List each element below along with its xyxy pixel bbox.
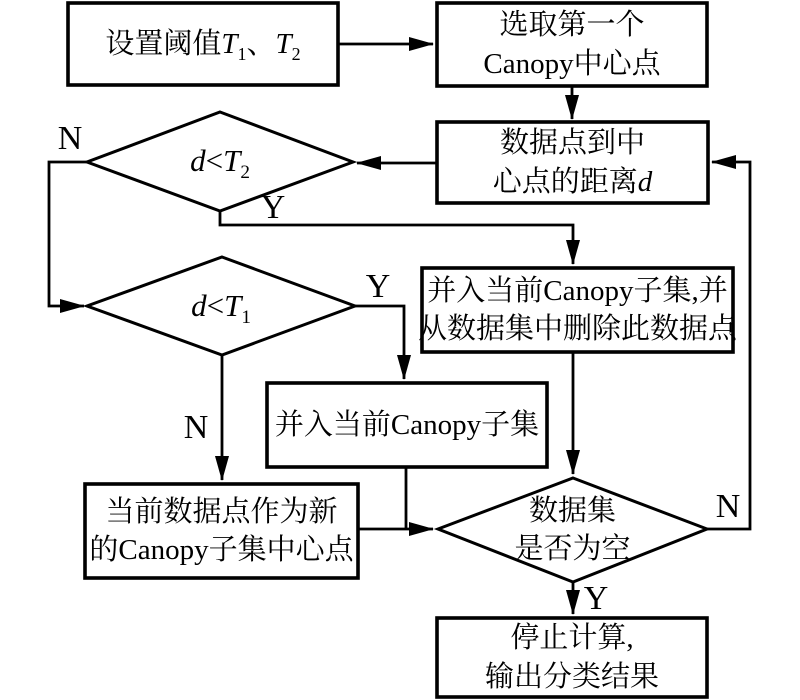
node-select-first-label: 选取第一个 Canopy中心点 <box>483 9 661 80</box>
node-new-center-label: 当前数据点作为新 的Canopy子集中心点 <box>89 495 354 566</box>
distance-var: d <box>637 165 653 198</box>
threshold-var-1: T <box>221 27 238 60</box>
node-cond-t2-label: $d<T_2$ <box>190 143 250 184</box>
node-set-threshold-label <box>68 3 338 85</box>
edge-cond-t2-no <box>49 162 87 306</box>
node-cond-t1-label: $d<T_1$ <box>191 287 251 328</box>
threshold-var-2: T <box>275 27 292 60</box>
edge-cond-t1-yes <box>355 306 404 379</box>
edge-label-t2-no: N <box>57 120 83 157</box>
node-stop-label: 停止计算, 输出分类结果 <box>484 622 659 693</box>
edge-label-t2-yes: Y <box>260 189 286 226</box>
node-empty-check-label: 数据集 是否为空 <box>514 494 631 565</box>
threshold-sub-1: 1 <box>237 43 247 64</box>
node-merge-delete-label: 并入当前Canopy子集,并 从数据集中删除此数据点 <box>418 274 738 345</box>
node-merge-label: 并入当前Canopy子集 <box>274 408 540 441</box>
edge-label-t1-yes: Y <box>365 268 391 305</box>
edge-label-empty-yes: Y <box>583 580 609 617</box>
threshold-sub-2: 2 <box>291 43 301 64</box>
edge-label-t1-no: N <box>183 409 209 446</box>
node-distance-label: 数据点到中 心点的距离d <box>492 127 653 198</box>
edge-label-empty-no: N <box>715 488 741 525</box>
threshold-separator: 、 <box>246 27 276 60</box>
set-threshold-text: 设置阈值 <box>105 27 222 60</box>
